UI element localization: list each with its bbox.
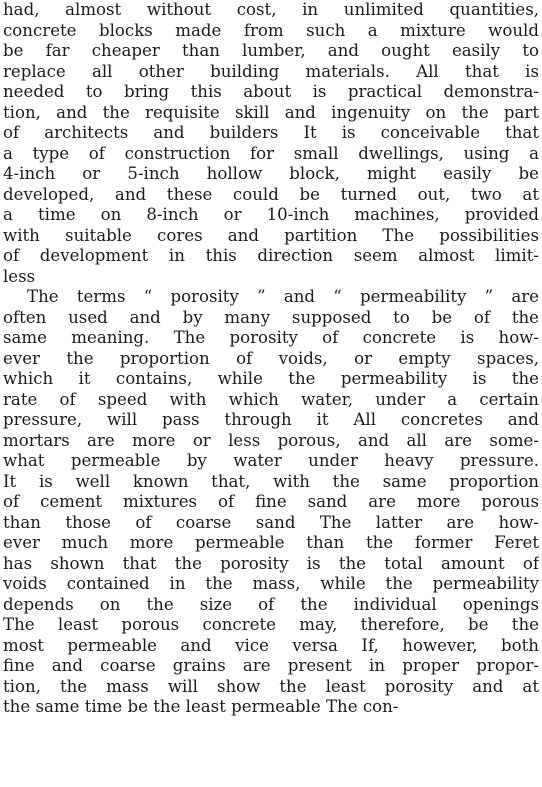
text-line: tion, the mass will show the least porosity and at <box>3 676 539 696</box>
text-line: of development in this direction seem almost limit- <box>3 246 539 265</box>
text-line: less <box>3 266 36 286</box>
text-line: of cement mixtures of fine sand are more porous <box>3 492 539 511</box>
text-line: depends on the size of the individual openings <box>3 594 539 614</box>
text-line: concrete blocks made from such a mixture would <box>3 20 539 40</box>
text-line: The least porous concrete may, therefore, be the <box>3 615 539 634</box>
text-line: often used and by many supposed to be of the <box>3 307 539 327</box>
text-line: with suitable cores and partition The possibilities <box>3 225 539 245</box>
text-line: The terms “ porosity ” and “ permeability ” are <box>27 287 539 306</box>
text-line: needed to bring this about is practical demonstra- <box>3 82 539 101</box>
text-line: same meaning. The porosity of concrete is how- <box>3 328 539 347</box>
paragraph-1 <box>3 0 539 287</box>
text-line: than those of coarse sand The latter are how- <box>3 512 539 532</box>
text-line: which it contains, while the permeability is the <box>3 369 539 388</box>
text-line: the same time be the least permeable The con- <box>3 697 399 716</box>
text-line: most permeable and vice versa If, however, both <box>3 635 539 655</box>
text-line: a time on 8-inch or 10-inch machines, provided <box>3 205 539 224</box>
text-line: ever much more permeable than the former Feret <box>3 533 539 552</box>
text-line: ever the proportion of voids, or empty spaces, <box>3 348 539 368</box>
text-line: be far cheaper than lumber, and ought easily to <box>3 41 539 60</box>
text-line: voids contained in the mass, while the permeability <box>3 574 539 593</box>
text-line: fine and coarse grains are present in proper propor- <box>3 656 539 675</box>
text-line: pressure, will pass through it All concretes and <box>3 410 539 429</box>
text-line: rate of speed with which water, under a certain <box>3 389 539 409</box>
text-line: tion, and the requisite skill and ingenuity on the part <box>3 102 539 122</box>
text-line: 4-inch or 5-inch hollow block, might easily be <box>3 164 539 183</box>
text-line: of architects and builders It is conceivable that <box>3 123 539 142</box>
text-line: It is well known that, with the same proportion <box>3 471 539 491</box>
text-line: has shown that the porosity is the total amount of <box>3 553 539 573</box>
text-line: a type of construction for small dwellings, using a <box>3 143 539 163</box>
document-page <box>3 0 539 787</box>
text-line: developed, and these could be turned out, two at <box>3 184 539 204</box>
text-line: had, almost without cost, in unlimited quantities, <box>3 0 539 19</box>
text-line: what permeable by water under heavy pressure. <box>3 451 539 470</box>
text-line: replace all other building materials. All that is <box>3 61 539 81</box>
paragraph-2 <box>3 287 539 718</box>
text-line: mortars are more or less porous, and all are some- <box>3 430 539 450</box>
